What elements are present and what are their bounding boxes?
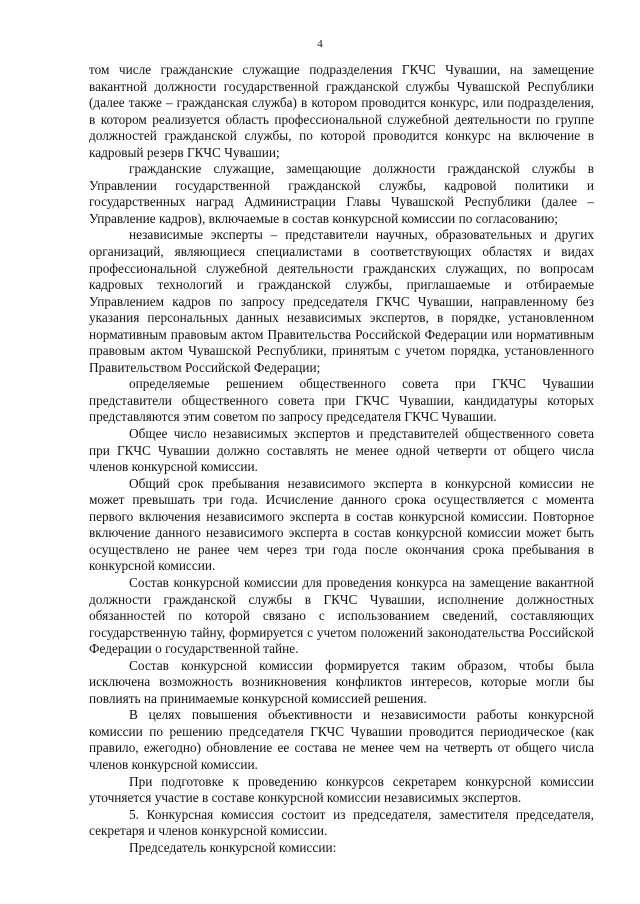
- paragraph-civil-servants: гражданские служащие, замещающие должности гражданской службы в Управлении государственной гражданской службы, кадровой политики и государственных наград Администрации Главы Чувашской Республики (далее – Управление кадров), включаемые в состав конкурсной комиссии по согласованию;: [89, 161, 594, 226]
- paragraph-secretary-check: При подготовке к проведению конкурсов секретарем конкурсной комиссии уточняется участие в составе конкурсной комиссии независимых экспертов.: [89, 773, 594, 806]
- paragraph-public-council: определяемые решением общественного совета при ГКЧС Чувашии представители общественного совета при ГКЧС Чувашии, кандидатуры которых представляются этим советом по запросу председателя ГКЧС Чувашии.: [89, 376, 594, 425]
- paragraph-independent-experts: независимые эксперты – представители научных, образовательных и других организаций, являющиеся специалистами в соответствующих областях и видах профессиональной служебной деятельности гражданских служащих, по вопросам кадровых технологий и гражданской службы, приглашаемые и отбираемые Управлением кадров по запросу председателя ГКЧС Чувашии, направленному без указания персональных данных независимых экспертов, в порядке, установленном нормативным правовым актом Правительства Российской Федерации или нормативным правовым актом Чувашской Республики, принятым с учетом порядка, установленного Правительством Российской Федерации;: [89, 227, 594, 375]
- paragraph-continuation: том числе гражданские служащие подразделения ГКЧС Чувашии, на замещение вакантной должности государственной гражданской службы Чувашской Республики (далее также – гражданская служба) в котором проводится конкурс, или подразделения, в котором реализуется область профессиональной служебной деятельности по группе должностей гражданской службы, по которой проводится конкурс на включение в кадровый резерв ГКЧС Чувашии;: [89, 62, 594, 160]
- paragraph-conflict-of-interest: Состав конкурсной комиссии формируется таким образом, чтобы была исключена возможность возникновения конфликтов интересов, которые могли бы повлиять на принимаемые конкурсной комиссией решения.: [89, 657, 594, 706]
- page-number: 4: [317, 38, 323, 50]
- paragraph-chairman-heading: Председатель конкурсной комиссии:: [129, 839, 337, 855]
- document-body: [89, 62, 594, 856]
- paragraph-state-secret: Состав конкурсной комиссии для проведения конкурса на замещение вакантной должности гражданской службы в ГКЧС Чувашии, исполнение должностных обязанностей по которой связано с использованием сведений, составляющих государственную тайну, формируется с учетом положений законодательства Российской Федерации о государственной тайне.: [89, 574, 594, 657]
- paragraph-quota: Общее число независимых экспертов и представителей общественного совета при ГКЧС Чувашии должно составлять не менее одной четверти от общего числа членов конкурсной комиссии.: [89, 426, 594, 475]
- paragraph-term-limit: Общий срок пребывания независимого эксперта в конкурсной комиссии не может превышать три года. Исчисление данного срока осуществляется с момента первого включения независимого эксперта в состав конкурсной комиссии. Повторное включение данного независимого эксперта в состав конкурсной комиссии может быть осуществлено не ранее чем через три года после окончания срока пребывания в конкурсной комиссии.: [89, 475, 594, 574]
- paragraph-rotation: В целях повышения объективности и независимости работы конкурсной комиссии по решению председателя ГКЧС Чувашии проводится периодическое (как правило, ежегодно) обновление ее состава не менее чем на четверть от общего числа членов конкурсной комиссии.: [89, 707, 594, 772]
- paragraph-section-5: 5. Конкурсная комиссия состоит из председателя, заместителя председателя, секретаря и членов конкурсной комиссии.: [89, 806, 594, 839]
